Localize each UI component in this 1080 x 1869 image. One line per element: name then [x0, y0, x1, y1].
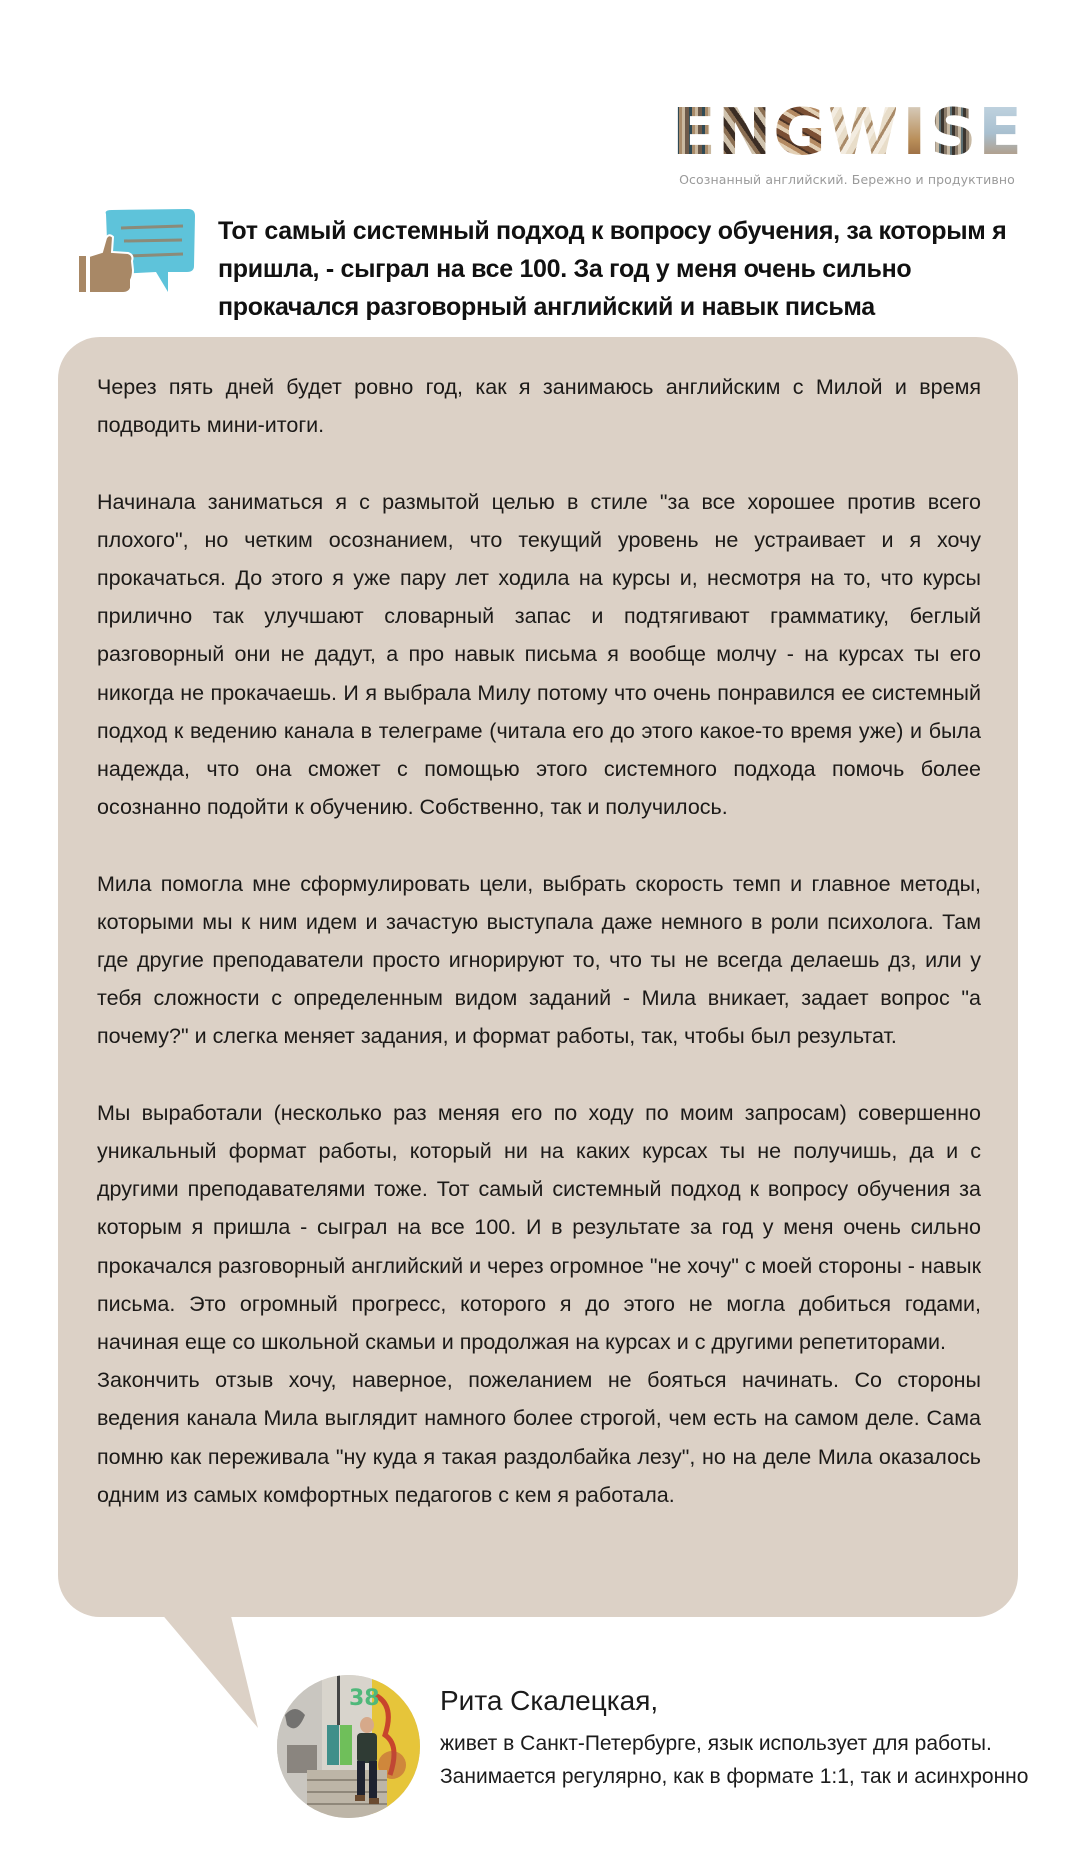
logo-letter-text: E — [672, 96, 714, 170]
logo-letter — [773, 96, 824, 170]
review-paragraph: Мила помогла мне сформулировать цели, выбрать скорость темп и главное методы, которыми мы к ним идем и зачастую выступала даже немного в роли психолога. Там где другие преподаватели просто игнорируют то, что ты не всегда делаешь дз, или у тебя сложности с определенным видом заданий - Мила вникает, задает вопрос "а почему?" и слегка меняет задания, и формат работы, так, чтобы был результат. — [97, 871, 981, 1049]
logo-letter — [827, 96, 897, 170]
logo-letter-text: N — [717, 96, 770, 170]
author-name: Рита Скалецкая, — [440, 1685, 659, 1716]
logo-letter-text: W — [827, 96, 897, 170]
review-paragraph: Начинала заниматься я с размытой целью в стиле "за все хорошее против всего плохого", но четким осознанием, что текущий уровень не устраивает и я хочу прокачаться. До этого я уже пару лет ходила на курсы и, несмотря на то, что курсы прилично так улучшают словарный запас и подтягивают грамматику, беглый разговорный они не дадут, а про навык письма я вообще молчу - на курсах ты его никогда не прокачаешь. И я выбрала Милу потому что очень понравился ее системный подход к ведению канала в телеграме (читала его до этого какое-то время уже) и была надежда, что она сможет с помощью этого системного подхода помочь более осознанно подойти к обучению. Собственно, так и получилось. — [97, 489, 981, 820]
logo-letter-text: I — [902, 96, 925, 170]
logo-letter-text: S — [930, 96, 975, 170]
engwise-logo — [672, 96, 1020, 170]
svg-text:38: 38 — [349, 1686, 380, 1711]
logo-letter — [672, 96, 714, 170]
logo-letter — [717, 96, 770, 170]
review-headline: Тот самый системный подход к вопросу обучения, за которым я пришла, - сыграл на все 100. За год у меня очень сильно прокачался разговорный английский и навык письма — [218, 217, 1007, 321]
logo-letter — [930, 96, 975, 170]
review-paragraph: Мы выработали (несколько раз меняя его по ходу по моим запросам) совершенно уникальный формат работы, который ни на каких курсах ты не получишь, да и с другими преподавателями тоже. Тот самый системный подход к вопросу обучения за которым я пришла - сыграл на все 100. И в результате за год у меня очень сильно прокачался разговорный английский и через огромное "не хочу" с моей стороны - навык письма. Это огромный прогресс, которого я до этого не могла добиться годами, начиная еще со школьной скамьи и продолжая на курсах и с другими репетиторами. — [97, 1100, 981, 1355]
logo-letter — [978, 96, 1020, 170]
review-text — [97, 368, 981, 1514]
review-paragraph: Через пять дней будет ровно год, как я занимаюсь английским с Милой и время подводить мини-итоги. — [97, 375, 981, 438]
author-avatar — [277, 1675, 420, 1818]
brand-tagline: Осознанный английский. Бережно и продуктивно — [679, 172, 1015, 187]
bubble-tail — [150, 1612, 270, 1730]
logo-letter — [900, 96, 926, 170]
logo-letter-text: E — [978, 96, 1020, 170]
logo-letter-text: G — [773, 96, 824, 170]
review-paragraph: Закончить отзыв хочу, наверное, пожеланием не бояться начинать. Со стороны ведения канала Мила выглядит намного более строгой, чем есть на самом деле. Сама помню как переживала "ну куда я такая раздолбайка лезу", но на деле Мила оказалось одним из самых комфортных педагогов с кем я работала. — [97, 1368, 981, 1507]
author-description: живет в Санкт-Петербурге, язык использует для работы. Занимается регулярно, как в формате 1:1, так и асинхронно — [440, 1732, 1029, 1788]
thumbs-up-speech-bubble-icon — [76, 208, 198, 294]
